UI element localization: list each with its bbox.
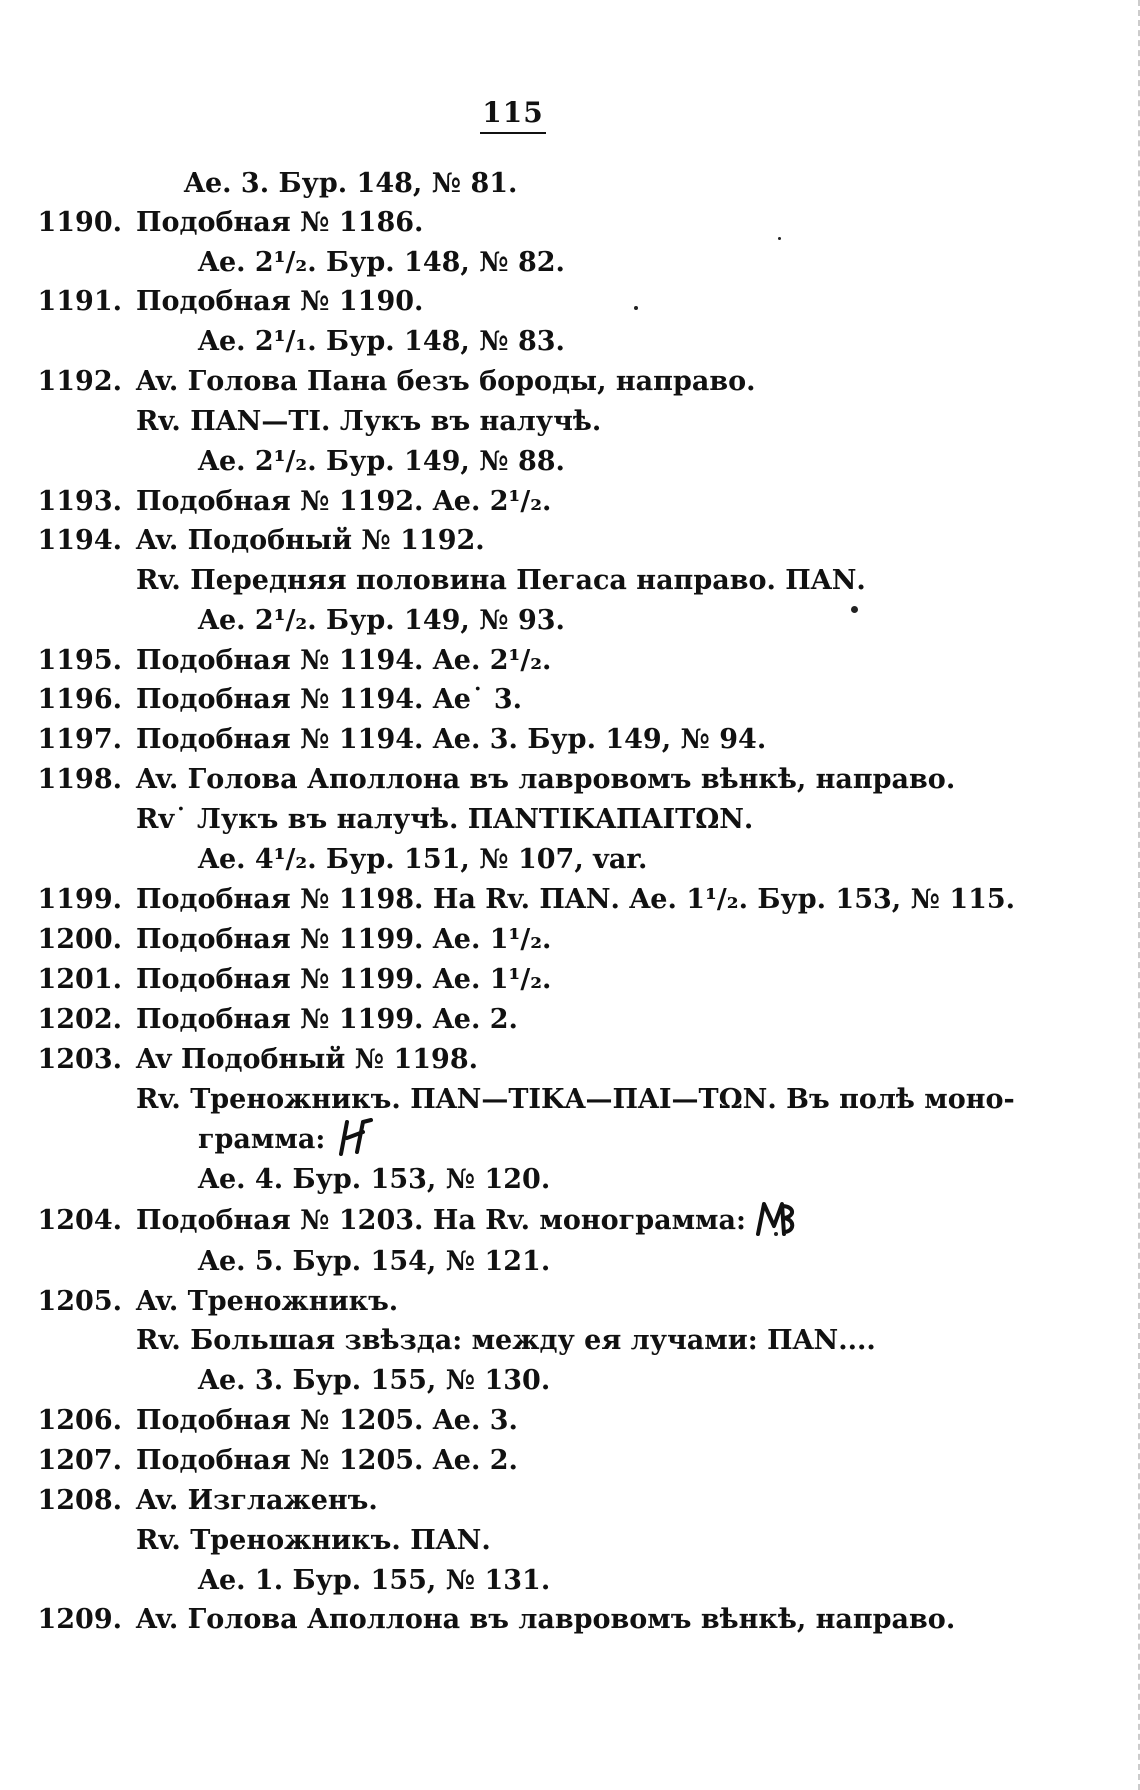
entry-text: Rv. ΠΑΝ—ΤΙ. Лукъ въ налучѣ. xyxy=(136,406,602,437)
entry-text: Подобная № 1199. Ae. 2. xyxy=(136,1004,518,1035)
entry-number: 1199. xyxy=(37,884,122,915)
catalog-line xyxy=(0,282,1000,322)
entry-number: 1206. xyxy=(37,1405,122,1436)
catalog-line xyxy=(0,1040,1000,1080)
entry-text: Av. Голова Пана безъ бороды, направо. xyxy=(136,366,756,397)
entry-number: 1205. xyxy=(37,1286,122,1317)
catalog-line xyxy=(0,720,1000,760)
entry-number: 1196. xyxy=(37,684,122,715)
entry-text: Av. Голова Аполлона въ лавровомъ вѣнкѣ, направо. xyxy=(136,764,956,795)
catalog-line xyxy=(0,1201,1000,1241)
catalog-line xyxy=(0,561,1000,601)
scan-edge-marks xyxy=(1136,0,1140,1790)
entry-number: 1202. xyxy=(37,1004,122,1035)
catalog-line xyxy=(0,760,1000,800)
entry-number: 1203. xyxy=(37,1044,122,1075)
entry-text: Подобная № 1205. Ae. 2. xyxy=(136,1445,518,1476)
entry-number: 1200. xyxy=(37,924,122,955)
monogram-1 xyxy=(325,1116,377,1156)
scan-speck xyxy=(774,1232,778,1236)
catalog-line xyxy=(0,1561,1000,1601)
catalog-line xyxy=(0,1401,1000,1441)
entry-text: Подобная № 1199. Ae. 1¹/₂. xyxy=(136,924,552,955)
catalog-line xyxy=(0,521,1000,561)
entry-text: Av. Изглаженъ. xyxy=(136,1485,378,1516)
entry-number: 1198. xyxy=(37,764,122,795)
catalog-line xyxy=(0,1120,1000,1160)
entry-number: 1191. xyxy=(37,286,122,317)
entry-text: грамма: xyxy=(198,1124,326,1155)
entry-text: Ae. 3. Бур. 148, № 81. xyxy=(184,168,518,199)
monogram-2 xyxy=(746,1197,800,1238)
monogram-1-icon xyxy=(333,1118,377,1156)
entry-number: 1190. xyxy=(37,207,122,238)
catalog-line xyxy=(0,1321,1000,1361)
entry-number: 1201. xyxy=(37,964,122,995)
entry-number: 1195. xyxy=(37,645,122,676)
scan-speck xyxy=(851,606,858,613)
page-number: 115 xyxy=(480,96,546,134)
entry-text: Ae. 4. Бур. 153, № 120. xyxy=(198,1164,551,1195)
entry-text: Подобная № 1194. Ae. 2¹/₂. xyxy=(136,645,552,676)
entry-text: Подобная № 1194. Ae˙ 3. xyxy=(136,684,523,715)
catalog-line xyxy=(0,601,1000,641)
entry-text: Подобная № 1203. На Rv. монограмма: xyxy=(136,1205,746,1236)
catalog-line xyxy=(0,960,1000,1000)
catalog-line xyxy=(0,880,1016,920)
catalog-line xyxy=(0,1282,1000,1322)
entry-text: Подобная № 1199. Ae. 1¹/₂. xyxy=(136,964,552,995)
entry-text: Подобная № 1190. xyxy=(136,286,424,317)
catalog-line xyxy=(0,641,1000,681)
entry-text: Ae. 3. Бур. 155, № 130. xyxy=(198,1365,551,1396)
catalog-line xyxy=(0,840,1000,880)
catalog-line xyxy=(0,362,1000,402)
entry-text: Подобная № 1194. Ae. 3. Бур. 149, № 94. xyxy=(136,724,767,755)
entry-text: Rv. Треножникъ. ΠΑΝ. xyxy=(136,1525,491,1556)
entry-number: 1208. xyxy=(37,1485,122,1516)
entry-number: 1207. xyxy=(37,1445,122,1476)
catalog-line xyxy=(0,1481,1000,1521)
catalog-line xyxy=(0,1000,1000,1040)
entry-number: 1204. xyxy=(37,1205,122,1236)
entry-text: Rv˙ Лукъ въ налучѣ. ΠΑΝΤΙΚΑΠΑΙΤΩΝ. xyxy=(136,804,754,835)
entry-text: Ae. 2¹/₂. Бур. 149, № 93. xyxy=(198,605,565,636)
scan-speck xyxy=(634,306,638,310)
entry-text: Ae. 5. Бур. 154, № 121. xyxy=(198,1246,551,1277)
catalog-line xyxy=(0,442,1000,482)
catalog-line xyxy=(0,1441,1000,1481)
entry-number: 1193. xyxy=(37,486,122,517)
catalog-line xyxy=(0,482,1000,522)
catalog-line xyxy=(0,1080,1015,1120)
entry-text: Av. Треножникъ. xyxy=(136,1286,399,1317)
catalog-line xyxy=(0,1242,1000,1282)
catalog-line xyxy=(0,243,1000,283)
entry-text: Av. Подобный № 1192. xyxy=(136,525,485,556)
entry-number: 1192. xyxy=(37,366,122,397)
entry-number: 1197. xyxy=(37,724,122,755)
catalog-line xyxy=(0,1361,1000,1401)
catalog-line xyxy=(0,322,1000,362)
entry-text: Ae. 1. Бур. 155, № 131. xyxy=(198,1565,551,1596)
entry-text: Ae. 4¹/₂. Бур. 151, № 107, var. xyxy=(198,844,648,875)
catalog-line xyxy=(0,800,1000,840)
entry-number: 1194. xyxy=(37,525,122,556)
entry-text: Rv. Передняя половина Пегаса направо. ΠΑΝ. xyxy=(136,565,866,596)
entry-text: Подобная № 1205. Ae. 3. xyxy=(136,1405,518,1436)
catalog-line xyxy=(0,203,1000,243)
entry-text: Подобная № 1186. xyxy=(136,207,424,238)
catalog-line xyxy=(0,920,1000,960)
entry-text: Подобная № 1198. На Rv. ΠΑΝ. Ae. 1¹/₂. Бур. 153, № 115. xyxy=(136,884,1016,915)
entry-number: 1209. xyxy=(37,1604,122,1635)
entry-text: Подобная № 1192. Ae. 2¹/₂. xyxy=(136,486,552,517)
entry-text: Ae. 2¹/₂. Бур. 149, № 88. xyxy=(198,446,565,477)
catalog-line xyxy=(0,1160,1000,1200)
catalog-line xyxy=(0,402,1000,442)
entry-text: Rv. Большая звѣзда: между ея лучами: ΠΑΝ.... xyxy=(136,1325,876,1356)
catalog-line xyxy=(0,680,1000,720)
entry-text: Ae. 2¹/₂. Бур. 148, № 82. xyxy=(198,247,565,278)
catalog-line xyxy=(0,1521,1000,1561)
catalog-line xyxy=(0,1600,1000,1640)
entry-text: Av. Голова Аполлона въ лавровомъ вѣнкѣ, направо. xyxy=(136,1604,956,1635)
entry-text: Rv. Треножникъ. ΠΑΝ—ΤΙΚΑ—ΠΑΙ—ΤΩΝ. Въ полѣ моно- xyxy=(136,1084,1015,1115)
scan-speck xyxy=(778,237,781,240)
catalog-line xyxy=(0,164,1000,204)
entry-text: Av Подобный № 1198. xyxy=(136,1044,479,1075)
entry-text: Ae. 2¹/₁. Бур. 148, № 83. xyxy=(198,326,565,357)
